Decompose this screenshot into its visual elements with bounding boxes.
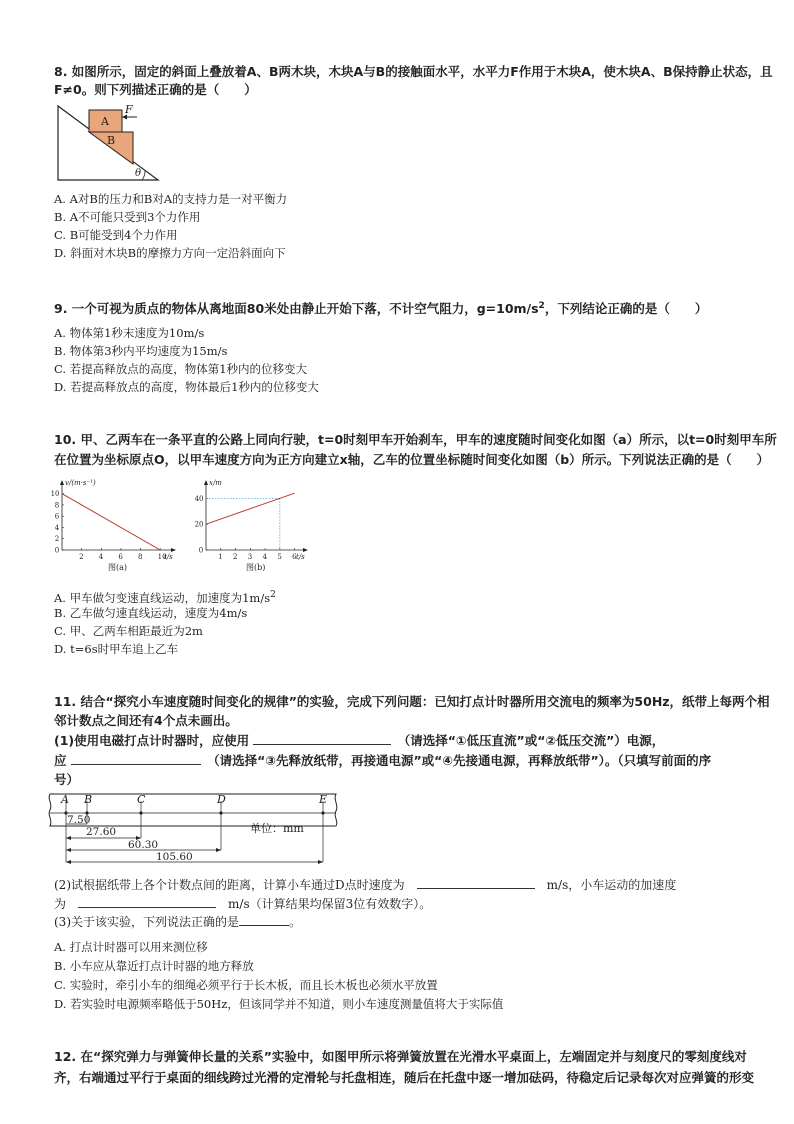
tape-dist-ab: 7.50 xyxy=(67,814,91,826)
y-axis-arrow xyxy=(204,480,208,485)
x-tick-label: 6 xyxy=(118,553,123,561)
q9-stem-a: 9. 一个可视为质点的物体从离地面80米处由静止开始下落，不计空气阻力，g=10m/s xyxy=(54,301,539,317)
q8-stem-line1: 8. 如图所示，固定的斜面上叠放着A、B两木块，木块A与B的接触面水平，水平力F作用于木块A，使木块A、B保持静止状态，且 xyxy=(54,64,773,79)
chart-a-caption: 图(a) xyxy=(108,563,128,572)
q11-part1-line2 xyxy=(54,751,711,771)
chart-a xyxy=(50,476,180,578)
q9-option-d: D. 若提高释放点的高度，物体最后1秒内的位移变大 xyxy=(54,380,319,394)
q11-stem-line2: 邻计数点之间还有4个点未画出。 xyxy=(54,713,238,728)
y-axis-label: x/m xyxy=(209,479,222,487)
x-tick-label: 10 xyxy=(157,553,167,561)
x-axis-label: t/s xyxy=(296,553,305,561)
tape-dist-ac: 27.60 xyxy=(86,826,117,838)
q8-option-a: A. A对B的压力和B对A的支持力是一对平衡力 xyxy=(54,192,288,206)
x-tick-label: 6 xyxy=(292,553,297,561)
block-a-label: A xyxy=(101,115,109,128)
q12-stem-line1: 12. 在“探究弹力与弹簧伸长量的关系”实验中，如图甲所示将弹簧放置在光滑水平桌面上，左端固定并与刻度尺的零刻度线对 xyxy=(54,1049,747,1064)
tape-dist-ad: 60.30 xyxy=(128,839,159,851)
q11-blank-order[interactable] xyxy=(71,752,201,765)
y-tick-label: 40 xyxy=(194,494,204,503)
force-label: F xyxy=(125,104,133,116)
q11-part2-line2 xyxy=(54,895,431,913)
y-axis-arrow xyxy=(60,480,64,485)
q11-part3-a: (3)关于该实验，下列说法正确的是 xyxy=(54,915,239,929)
x-axis-label: t/s xyxy=(164,553,173,561)
q8-stem-line2: F≠0。则下列描述正确的是（ ） xyxy=(54,82,257,97)
q9-option-c: C. 若提高释放点的高度，物体第1秒内的位移变大 xyxy=(54,362,308,376)
y-axis-label: v/(m·s⁻¹) xyxy=(65,479,96,487)
q11-part3-line xyxy=(54,913,301,931)
q9-stem-b: ，下列结论正确的是（ ） xyxy=(544,301,708,317)
q11-part2-c: 为 xyxy=(54,897,67,911)
x-tick-label: 2 xyxy=(79,553,84,561)
q11-part2-line1 xyxy=(54,876,676,894)
q11-part2-d: m/s（计算结果均保留3位有效数字）。 xyxy=(228,897,432,911)
q10-option-a-sup: 2 xyxy=(270,590,276,600)
series-line xyxy=(206,493,295,524)
tape-point-b: B xyxy=(84,793,93,806)
tape-point-e: E xyxy=(319,793,328,806)
y-tick-label: 8 xyxy=(54,501,60,510)
y-tick-label: 0 xyxy=(198,546,204,555)
tape-dist-ae: 105.60 xyxy=(156,851,193,863)
q10-option-c: C. 甲、乙两车相距最近为2m xyxy=(54,624,203,638)
q9-stem xyxy=(54,296,707,319)
q11-blank-part3[interactable] xyxy=(239,913,289,926)
x-tick-label: 3 xyxy=(247,553,253,561)
y-tick-label: 0 xyxy=(54,546,60,555)
q11-blank-power-type[interactable] xyxy=(253,732,391,745)
chart-b xyxy=(190,476,315,578)
x-tick-label: 4 xyxy=(262,553,268,561)
q8-option-c: C. B可能受到4个力作用 xyxy=(54,228,178,242)
series-line xyxy=(62,494,160,550)
q11-blank-acceleration[interactable] xyxy=(78,895,216,908)
tape-point-a: A xyxy=(61,793,69,806)
y-tick-label: 20 xyxy=(194,520,204,529)
q11-option-d: D. 若实验时电源频率略低于50Hz，但该同学并不知道，则小车速度测量值将大于实际值 xyxy=(54,997,504,1011)
q10-option-d: D. t=6s时甲车追上乙车 xyxy=(54,642,179,656)
x-axis-arrow xyxy=(303,548,308,552)
q11-option-a: A. 打点计时器可以用来测位移 xyxy=(54,940,208,954)
y-tick-label: 6 xyxy=(54,512,60,521)
x-tick-label: 5 xyxy=(277,553,282,561)
x-axis-arrow xyxy=(171,548,176,552)
q10-option-b: B. 乙车做匀速直线运动，速度为4m/s xyxy=(54,606,248,620)
x-tick-label: 8 xyxy=(138,553,143,561)
q9-option-b: B. 物体第3秒内平均速度为15m/s xyxy=(54,344,228,358)
q11-stem-line1: 11. 结合“探究小车速度随时间变化的规律”的实验，完成下列问题：已知打点计时器所用交流电的频率为50Hz，纸带上每两个相 xyxy=(54,694,770,709)
q11-part2-a: (2)试根据纸带上各个计数点间的距离，计算小车通过D点时速度为 xyxy=(54,878,405,892)
chart-b-caption: 图(b) xyxy=(246,563,266,572)
q11-part1-c: 应 xyxy=(54,753,67,768)
paper-tape-figure xyxy=(44,788,350,870)
q8-incline-figure xyxy=(54,104,164,184)
q11-part1-d: （请选择“③先释放纸带，再接通电源”或“④先接通电源，再释放纸带”）。（只填写前面的序 xyxy=(213,753,712,768)
q11-part1-line3: 号） xyxy=(54,772,80,787)
block-b-label: B xyxy=(107,134,116,147)
y-tick-label: 4 xyxy=(54,523,60,532)
q12-stem-line2: 齐，右端通过平行于桌面的细线跨过光滑的定滑轮与托盘相连，随后在托盘中逐一增加砝码，待稳定后记录每次对应弹簧的形变 xyxy=(54,1070,755,1085)
x-tick-label: 1 xyxy=(218,553,223,561)
q11-option-b: B. 小车应从靠近打点计时器的地方释放 xyxy=(54,959,254,973)
q11-part2-b: m/s，小车运动的加速度 xyxy=(546,878,677,892)
x-tick-label: 4 xyxy=(98,553,104,561)
q8-option-d: D. 斜面对木块B的摩擦力方向一定沿斜面向下 xyxy=(54,246,286,260)
q9-option-a: A. 物体第1秒末速度为10m/s xyxy=(54,326,205,340)
q8-option-b: B. A不可能只受到3个力作用 xyxy=(54,210,201,224)
q11-part3-b: 。 xyxy=(289,915,302,929)
q11-option-c: C. 实验时，牵引小车的细绳必须平行于长木板，而且长木板也必须水平放置 xyxy=(54,978,438,992)
angle-theta: θ xyxy=(135,168,142,179)
q11-part1-a: (1)使用电磁打点计时器时，应使用 xyxy=(54,733,250,748)
tape-point-d: D xyxy=(217,793,226,806)
q11-blank-velocity-d[interactable] xyxy=(417,876,535,889)
q11-part1-line1 xyxy=(54,731,664,751)
tape-point-c: C xyxy=(137,793,146,806)
q11-part1-b: （请选择“①低压直流”或“②低压交流”）电源， xyxy=(404,733,665,748)
q10-stem-line1: 10. 甲、乙两车在一条平直的公路上同向行驶，t=0时刻甲车开始刹车，甲车的速度随时间变化如图（a）所示，以t=0时刻甲车所 xyxy=(54,432,777,447)
x-tick-label: 2 xyxy=(233,553,238,561)
y-tick-label: 2 xyxy=(54,535,60,544)
q10-option-a-text: A. 甲车做匀变速直线运动，加速度为1m/s xyxy=(54,590,271,605)
tape-unit: 单位：mm xyxy=(250,822,304,835)
q10-stem-line2: 在位置为坐标原点O，以甲车速度方向为正方向建立x轴，乙车的位置坐标随时间变化如图（b）所示。下列说法正确的是（ ） xyxy=(54,452,770,467)
y-tick-label: 10 xyxy=(50,490,60,499)
q9-stem-sup: 2 xyxy=(538,301,545,311)
